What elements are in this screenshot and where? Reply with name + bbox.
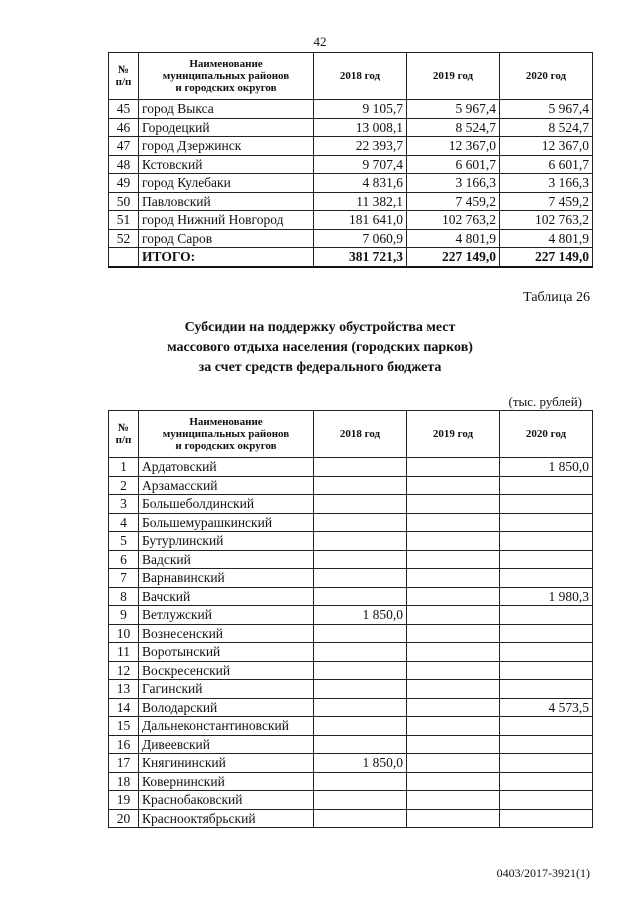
value-2020: 6 601,7 [500,155,593,174]
value-2019 [407,791,500,810]
row-number: 20 [109,809,139,828]
table-row [109,495,593,514]
value-2019 [407,717,500,736]
value-2019 [407,606,500,625]
value-2018: 7 060,9 [314,229,407,248]
row-number: 50 [109,192,139,211]
municipality-name: Воротынский [139,643,314,662]
total-2019: 227 149,0 [407,248,500,267]
value-2018: 13 008,1 [314,118,407,137]
value-2019 [407,550,500,569]
table-title-line-2: массового отдыха населения (городских парков) [167,340,473,355]
value-2020: 4 573,5 [500,698,593,717]
value-2019: 6 601,7 [407,155,500,174]
value-2018 [314,550,407,569]
municipality-name: город Саров [139,229,314,248]
header-2019: 2019 год [407,411,500,458]
municipality-name: Гагинский [139,680,314,699]
row-number: 17 [109,754,139,773]
value-2020 [500,735,593,754]
table-row [109,643,593,662]
municipality-name: Краснооктябрьский [139,809,314,828]
table-row [109,791,593,810]
value-2018 [314,458,407,477]
table-row [109,698,593,717]
value-2018 [314,476,407,495]
value-2019: 4 801,9 [407,229,500,248]
row-number: 49 [109,174,139,193]
municipality-name: город Нижний Новгород [139,211,314,230]
row-number: 45 [109,100,139,119]
municipality-name: Городецкий [139,118,314,137]
value-2019 [407,661,500,680]
row-number: 12 [109,661,139,680]
value-2020: 5 967,4 [500,100,593,119]
table-row [109,229,593,248]
municipality-name: Дивеевский [139,735,314,754]
value-2019: 8 524,7 [407,118,500,137]
row-number: 47 [109,137,139,156]
municipality-name: Краснобаковский [139,791,314,810]
value-2020: 3 166,3 [500,174,593,193]
value-2020 [500,661,593,680]
table-row [109,680,593,699]
header-name: Наименование муниципальных районов и городских округов [139,53,314,100]
value-2018 [314,717,407,736]
municipality-name: Большеболдинский [139,495,314,514]
value-2020 [500,569,593,588]
header-2020: 2020 год [500,411,593,458]
municipality-name: Дальнеконстантиновский [139,717,314,736]
value-2018 [314,495,407,514]
municipality-name: Вознесенский [139,624,314,643]
value-2020 [500,680,593,699]
value-2018 [314,624,407,643]
table-row [109,100,593,119]
table-2 [108,410,593,828]
value-2019 [407,698,500,717]
value-2019: 5 967,4 [407,100,500,119]
municipality-name: Воскресенский [139,661,314,680]
value-2018: 9 105,7 [314,100,407,119]
value-2020 [500,772,593,791]
table-row [109,532,593,551]
row-number: 1 [109,458,139,477]
row-number: 8 [109,587,139,606]
value-2019 [407,532,500,551]
value-2018: 11 382,1 [314,192,407,211]
value-2018 [314,809,407,828]
value-2018 [314,680,407,699]
table-row [109,717,593,736]
value-2019 [407,735,500,754]
table-row [109,754,593,773]
value-2020 [500,513,593,532]
total-row [109,248,593,267]
value-2019 [407,624,500,643]
row-number: 48 [109,155,139,174]
municipality-name: Володарский [139,698,314,717]
municipality-name: Большемурашкинский [139,513,314,532]
table-title-line-1: Субсидии на поддержку обустройства мест [184,320,456,335]
value-2020 [500,643,593,662]
value-2020 [500,532,593,551]
header-2018: 2018 год [314,53,407,100]
value-2020: 1 850,0 [500,458,593,477]
municipality-name: Ветлужский [139,606,314,625]
row-number: 5 [109,532,139,551]
value-2020 [500,624,593,643]
value-2020: 8 524,7 [500,118,593,137]
table-row [109,606,593,625]
value-2020 [500,550,593,569]
value-2019 [407,569,500,588]
table-row [109,809,593,828]
row-number: 2 [109,476,139,495]
row-number: 4 [109,513,139,532]
value-2020: 4 801,9 [500,229,593,248]
document-number: 0403/2017-3921(1) [496,866,590,880]
value-2018 [314,532,407,551]
row-number: 19 [109,791,139,810]
value-2019 [407,643,500,662]
municipality-name: Павловский [139,192,314,211]
table-row [109,458,593,477]
value-2019 [407,809,500,828]
table-row [109,772,593,791]
value-2019: 7 459,2 [407,192,500,211]
value-2018 [314,513,407,532]
header-num: № п/п [109,53,139,100]
municipality-name: Вачский [139,587,314,606]
value-2019: 102 763,2 [407,211,500,230]
table-row [109,587,593,606]
header-num: № п/п [109,411,139,458]
row-number: 10 [109,624,139,643]
table-1 [108,52,593,268]
table-row [109,513,593,532]
header-2020: 2020 год [500,53,593,100]
value-2018: 181 641,0 [314,211,407,230]
value-2019 [407,458,500,477]
value-2019 [407,680,500,699]
table-row [109,211,593,230]
municipality-name: Бутурлинский [139,532,314,551]
value-2018 [314,661,407,680]
value-2018 [314,791,407,810]
value-2018 [314,772,407,791]
value-2020: 12 367,0 [500,137,593,156]
municipality-name: город Выкса [139,100,314,119]
total-2018: 381 721,3 [314,248,407,267]
value-2018 [314,698,407,717]
value-2020 [500,495,593,514]
value-2019 [407,754,500,773]
value-2018 [314,569,407,588]
page-number: 42 [313,34,327,49]
municipality-name: город Кулебаки [139,174,314,193]
value-2020 [500,606,593,625]
total-2020: 227 149,0 [500,248,593,267]
row-number: 6 [109,550,139,569]
table-row [109,550,593,569]
value-2020: 102 763,2 [500,211,593,230]
row-number: 18 [109,772,139,791]
header-2018: 2018 год [314,411,407,458]
value-2020: 7 459,2 [500,192,593,211]
row-number: 14 [109,698,139,717]
value-2018: 4 831,6 [314,174,407,193]
row-number: 7 [109,569,139,588]
row-number: 11 [109,643,139,662]
municipality-name: Арзамасский [139,476,314,495]
table-row [109,661,593,680]
value-2019 [407,513,500,532]
table-row [109,155,593,174]
value-2018 [314,643,407,662]
total-label: ИТОГО: [139,248,314,267]
row-number: 52 [109,229,139,248]
municipality-name: Ардатовский [139,458,314,477]
value-2019 [407,495,500,514]
table-row [109,192,593,211]
row-number: 16 [109,735,139,754]
row-number: 13 [109,680,139,699]
table-title [0,318,640,378]
table-row [109,624,593,643]
table-row [109,735,593,754]
value-2018 [314,587,407,606]
municipality-name: город Дзержинск [139,137,314,156]
table-row [109,174,593,193]
value-2019: 12 367,0 [407,137,500,156]
row-number: 15 [109,717,139,736]
units-label: (тыс. рублей) [508,394,582,409]
value-2018: 22 393,7 [314,137,407,156]
value-2018: 9 707,4 [314,155,407,174]
municipality-name: Варнавинский [139,569,314,588]
value-2019: 3 166,3 [407,174,500,193]
table-1-header [109,53,593,100]
value-2020 [500,717,593,736]
value-2018 [314,735,407,754]
table-title-line-3: за счет средств федерального бюджета [198,360,442,375]
value-2018: 1 850,0 [314,754,407,773]
table-row [109,137,593,156]
value-2019 [407,476,500,495]
header-name: Наименование муниципальных районов и городских округов [139,411,314,458]
row-number: 9 [109,606,139,625]
table-row [109,118,593,137]
value-2018: 1 850,0 [314,606,407,625]
value-2020 [500,809,593,828]
row-number: 3 [109,495,139,514]
value-2019 [407,772,500,791]
total-num-cell [109,248,139,267]
value-2020 [500,754,593,773]
header-2019: 2019 год [407,53,500,100]
table-row [109,569,593,588]
municipality-name: Кстовский [139,155,314,174]
value-2020: 1 980,3 [500,587,593,606]
value-2020 [500,476,593,495]
row-number: 46 [109,118,139,137]
table-row [109,476,593,495]
municipality-name: Княгининский [139,754,314,773]
table-label: Таблица 26 [523,290,590,305]
municipality-name: Вадский [139,550,314,569]
table-2-header [109,411,593,458]
value-2020 [500,791,593,810]
row-number: 51 [109,211,139,230]
municipality-name: Ковернинский [139,772,314,791]
value-2019 [407,587,500,606]
